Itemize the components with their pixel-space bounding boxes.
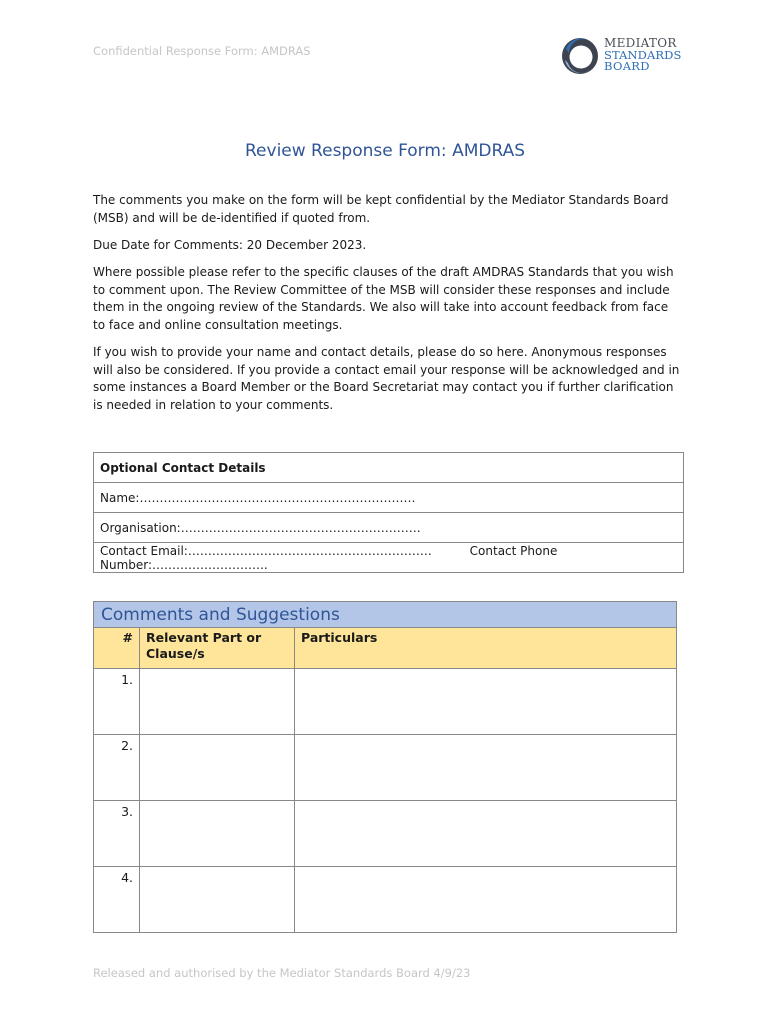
row-number: 2.	[94, 735, 140, 801]
contact-details-heading: Optional Contact Details	[94, 453, 684, 483]
comments-table	[93, 601, 677, 933]
particulars-cell[interactable]	[295, 735, 677, 801]
comments-heading: Comments and Suggestions	[94, 602, 677, 628]
clause-cell[interactable]	[140, 669, 295, 735]
logo-text-board: BOARD	[604, 59, 650, 73]
row-number: 4.	[94, 867, 140, 933]
clause-cell[interactable]	[140, 867, 295, 933]
due-date-paragraph: Due Date for Comments: 20 December 2023.	[93, 238, 367, 252]
particulars-cell[interactable]	[295, 669, 677, 735]
logo-text-mediator: MEDIATOR	[604, 36, 677, 50]
row-number: 1.	[94, 669, 140, 735]
contact-phone-field[interactable]: Contact Phone Number:………………………..	[100, 543, 558, 572]
column-header-number: #	[94, 628, 140, 669]
particulars-cell[interactable]	[295, 867, 677, 933]
table-row	[94, 669, 677, 735]
organisation-field[interactable]: Organisation:……………………………………………………	[94, 513, 684, 543]
confidentiality-paragraph: The comments you make on the form will be kept confidential by the Mediator Standards Board (MSB) and will be de-identified if quoted from.	[93, 193, 669, 225]
logo-mark-icon	[560, 36, 600, 76]
table-row	[94, 801, 677, 867]
clauses-paragraph: Where possible please refer to the specific clauses of the draft AMDRAS Standards that you wish to comment upon. The Review Committee of the MSB will consider these responses and include them in the ongoing review of the Standards. We also will take into account feedback from face to face and online consultation meetings.	[93, 265, 674, 333]
name-field[interactable]: Name:……………………………………………………………	[94, 483, 684, 513]
contact-email-phone-row	[94, 543, 684, 573]
contact-details-table	[93, 452, 684, 573]
logo-text-standards: STANDARDS	[604, 47, 682, 62]
clause-cell[interactable]	[140, 735, 295, 801]
row-number: 3.	[94, 801, 140, 867]
footer-text: Released and authorised by the Mediator Standards Board 4/9/23	[93, 966, 471, 980]
confidential-header: Confidential Response Form: AMDRAS	[93, 44, 311, 58]
table-row	[94, 867, 677, 933]
particulars-cell[interactable]	[295, 801, 677, 867]
mediator-standards-board-logo	[560, 36, 690, 76]
clause-cell[interactable]	[140, 801, 295, 867]
contact-email-field[interactable]: Contact Email:…………………………………………………….	[100, 543, 432, 558]
column-header-particulars: Particulars	[295, 628, 677, 669]
table-row	[94, 735, 677, 801]
contact-details-paragraph: If you wish to provide your name and contact details, please do so here. Anonymous responses will also be considered. If you provide a contact email your response will be acknowledged and in some instances a Board Member or the Board Secretariat may contact you if further clarification is needed in relation to your comments.	[93, 345, 680, 413]
column-header-clause: Relevant Part or Clause/s	[140, 628, 295, 669]
page-title: Review Response Form: AMDRAS	[245, 141, 525, 161]
